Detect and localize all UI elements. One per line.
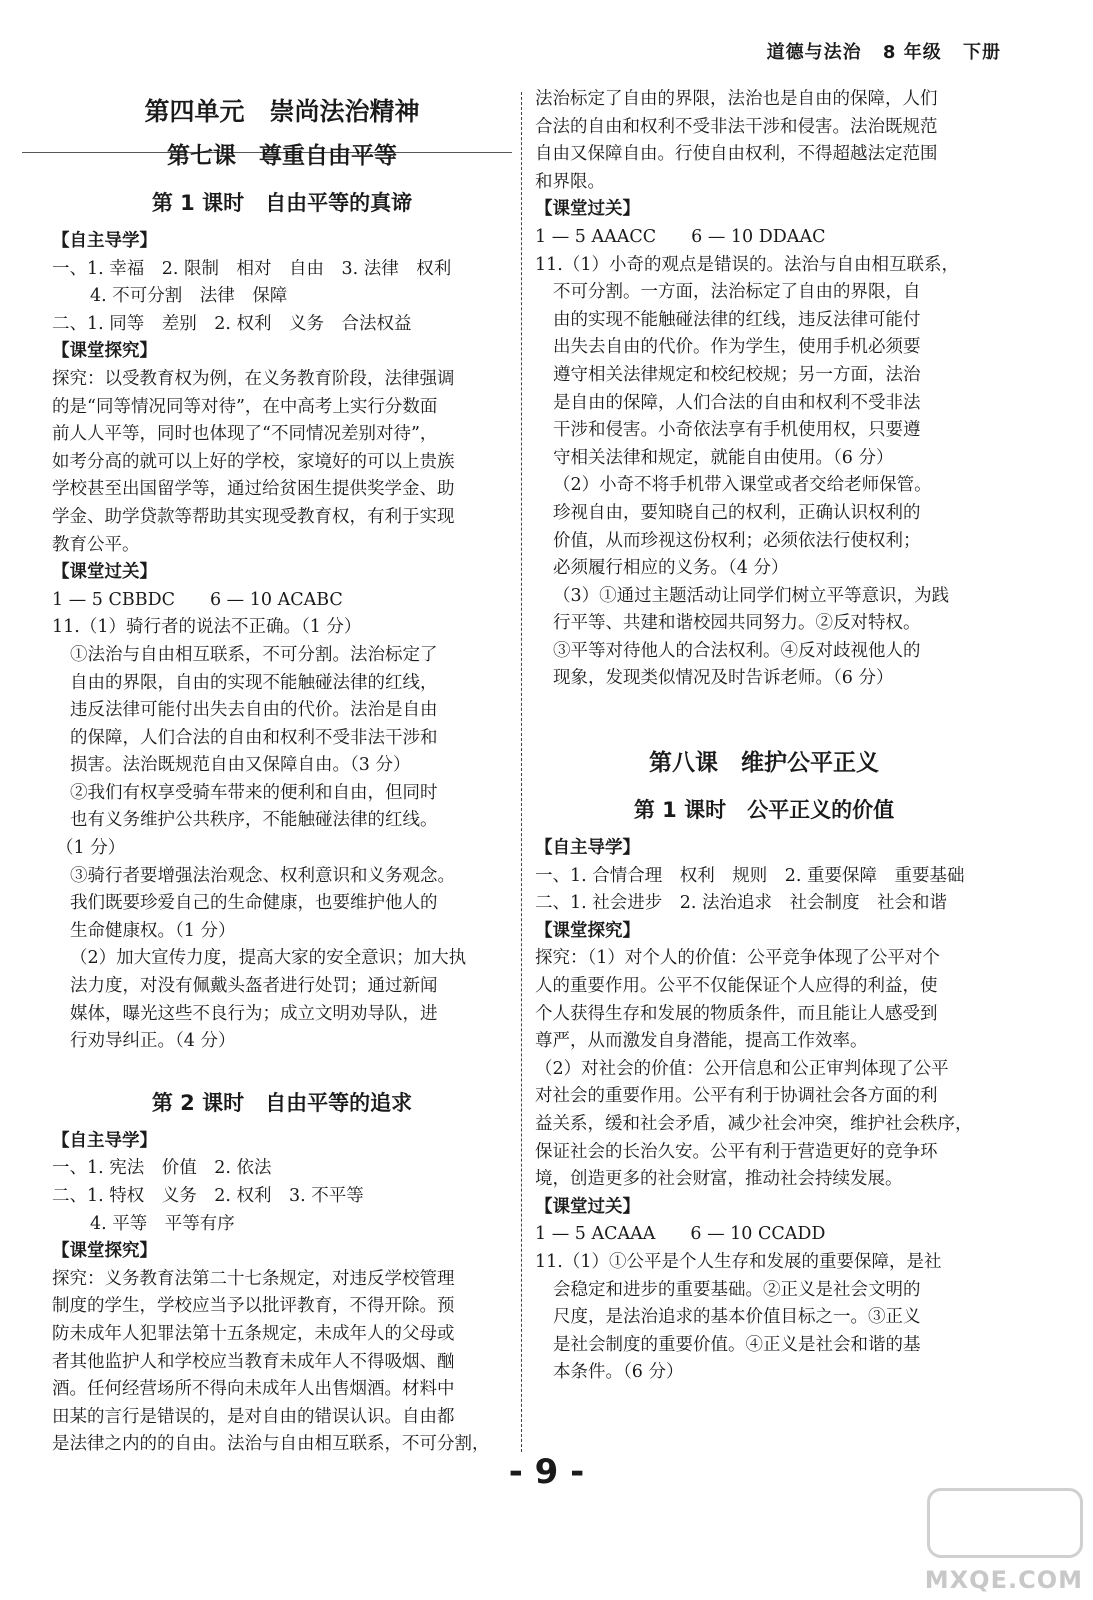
answer-line: 保证社会的长治久安。公平有利于营造更好的竞争环: [535, 1141, 938, 1162]
watermark: [925, 1488, 1083, 1594]
answer-line: 违反法律可能付出失去自由的代价。法治是自由: [70, 700, 438, 721]
answer-line: 二、1. 同等 差别 2. 权利 义务 合法权益: [52, 313, 412, 334]
answer-line: 一、1. 宪法 价值 2. 依法: [52, 1158, 272, 1179]
answer-line: 是社会制度的重要价值。④正义是社会和谐的基: [553, 1334, 921, 1355]
answer-line: 益关系，缓和社会矛盾，减少社会冲突，维护社会秩序，: [535, 1114, 973, 1134]
header-subject: 道德与法治: [766, 42, 862, 63]
answer-line: （3）①通过主题活动让同学们树立平等意识，为践: [553, 585, 950, 606]
lesson-8-title: 第八课 维护公平正义: [649, 750, 879, 777]
answer-line: （2）加大宣传力度，提高大家的安全意识；加大执: [70, 948, 467, 969]
answer-line: 珍视自由，要知晓自己的权利，正确认识权利的: [553, 502, 921, 523]
answer-line: ③平等对待他人的合法权利。④反对歧视他人的: [553, 640, 921, 661]
answer-line: 者其他监护人和学校应当教育未成年人不得吸烟、酗: [52, 1351, 455, 1372]
answer-line: 防未成年人犯罪法第十五条规定，未成年人的父母或: [52, 1323, 455, 1344]
answer-line: 对社会的重要作用。公平有利于协调社会各方面的利: [535, 1086, 938, 1107]
answer-line: （2）对社会的价值：公开信息和公正审判体现了公平: [535, 1058, 949, 1079]
answer-line: 遵守相关法律规定和校纪校规；另一方面，法治: [553, 364, 921, 385]
answer-line: 法治标定了自由的界限，法治也是自由的保障，人们: [535, 89, 938, 109]
section-ketang-tanjiu: 【课堂探究】: [535, 920, 640, 941]
answer-line: （1 分）: [56, 838, 126, 859]
answer-line: 由的实现不能触碰法律的红线，违反法律可能付: [553, 309, 921, 330]
answer-line: 干涉和侵害。小奇依法享有手机使用权，只要遵: [553, 420, 921, 441]
answer-line: 一、1. 幸福 2. 限制 相对 自由 3. 法律 权利: [52, 258, 452, 279]
answer-line: 本条件。（6 分）: [553, 1362, 684, 1383]
left-column: [52, 90, 512, 1459]
answer-line: 的保障，人们合法的自由和权利不受非法干涉和: [70, 727, 438, 748]
page-header: [753, 38, 1001, 64]
answer-line: 二、1. 社会进步 2. 法治追求 社会制度 社会和谐: [535, 893, 948, 914]
right-column: [535, 86, 993, 1387]
answer-line: 媒体，曝光这些不良行为；成立文明劝导队，进: [70, 1003, 438, 1024]
answer-line: 守相关法律和规定，就能自由使用。（6 分）: [553, 447, 894, 468]
answer-line: 出失去自由的代价。作为学生，使用手机必须要: [553, 337, 921, 358]
answer-line: 和界限。: [535, 171, 605, 192]
lesson-8-period-1-title: 第 1 课时 公平正义的价值: [633, 798, 895, 823]
answer-line: 探究：（1）对个人的价值：公平竞争体现了公平对个: [535, 948, 940, 969]
answer-line: 法力度，对没有佩戴头盔者进行处罚；通过新闻: [70, 976, 438, 997]
answer-line: 生命健康权。（1 分）: [70, 920, 236, 941]
answer-line: 11.（1）骑行者的说法不正确。（1 分）: [52, 617, 362, 638]
answer-line: 尊严，从而激发自身潜能，提高工作效率。: [535, 1031, 868, 1052]
section-ketang-guoguan: 【课堂过关】: [535, 1196, 640, 1217]
answer-line: 境，创造更多的社会财富，推动社会持续发展。: [535, 1169, 903, 1190]
answer-line: （2）小奇不将手机带入课堂或者交给老师保管。: [553, 475, 932, 496]
answer-line: 前人人平等，同时也体现了“不同情况差别对待”，: [52, 424, 438, 445]
answer-line: 教育公平。: [52, 534, 140, 555]
answer-line: 必须履行相应的义务。（4 分）: [553, 558, 789, 579]
answer-line: 4. 不可分割 法律 保障: [90, 286, 288, 307]
answer-line: 是法律之内的的自由。法治与自由相互联系，不可分割，: [52, 1434, 490, 1455]
column-divider: [521, 92, 522, 1452]
answer-line: 自由的界限，自由的实现不能触碰法律的红线，: [70, 672, 438, 693]
answer-line: 1 — 5 CBBDC 6 — 10 ACABC: [52, 589, 343, 610]
section-ketang-guoguan: 【课堂过关】: [52, 562, 157, 583]
answer-line: 探究：义务教育法第二十七条规定，对违反学校管理: [52, 1268, 455, 1289]
answer-line: 一、1. 合情合理 权利 规则 2. 重要保障 重要基础: [535, 865, 965, 886]
answer-line: 制度的学生，学校应当予以批评教育，不得开除。预: [52, 1296, 455, 1317]
answer-line: ②我们有权享受骑车带来的便利和自由，但同时: [70, 782, 438, 803]
answer-line: 11.（1）小奇的观点是错误的。法治与自由相互联系，: [535, 254, 959, 275]
answer-line: 1 — 5 AAACC 6 — 10 DDAAC: [535, 226, 826, 247]
answer-line: 二、1. 特权 义务 2. 权利 3. 不平等: [52, 1186, 364, 1206]
answer-line: 人的重要作用。公平不仅能保证个人应得的利益，使: [535, 976, 938, 997]
lesson-7-period-2-title: 第 2 课时 自由平等的追求: [151, 1090, 413, 1115]
answer-line: ①法治与自由相互联系，不可分割。法治标定了: [70, 644, 438, 665]
unit-title: 第四单元 崇尚法治精神: [144, 97, 420, 126]
section-ketang-guoguan: 【课堂过关】: [535, 199, 640, 220]
answer-line: 会稳定和进步的重要基础。②正义是社会文明的: [553, 1279, 921, 1300]
answer-line: 如考分高的就可以上好的学校，家境好的可以上贵族: [52, 451, 455, 472]
watermark-logo-icon: [927, 1488, 1083, 1558]
answer-line: 行劝导纠正。（4 分）: [70, 1031, 236, 1052]
answer-line: 自由又保障自由。行使自由权利，不得超越法定范围: [535, 144, 938, 165]
answer-line: 价值，从而珍视这份权利；必须依法行使权利；: [553, 530, 921, 551]
section-ketang-tanjiu: 【课堂探究】: [52, 1241, 157, 1262]
answer-line: 我们既要珍爱自己的生命健康，也要维护他人的: [70, 893, 438, 914]
answer-line: 探究：以受教育权为例，在义务教育阶段，法律强调: [52, 368, 455, 389]
section-zizhu-daoxue: 【自主导学】: [535, 838, 640, 859]
answer-line: 田某的言行是错误的，是对自由的错误认识。自由都: [52, 1406, 455, 1427]
page-number: - 9 -: [508, 1452, 585, 1492]
answer-line: 损害。法治既规范自由又保障自由。（3 分）: [70, 755, 411, 776]
lesson-7-title: 第七课 尊重自由平等: [167, 143, 397, 169]
answer-line: 不可分割。一方面，法治标定了自由的界限，自: [553, 282, 921, 303]
answer-line: 的是“同等情况同等对待”，在中高考上实行分数面: [52, 396, 438, 417]
watermark-text: MXQE.COM: [924, 1566, 1083, 1594]
answer-line: 学金、助学贷款等帮助其实现受教育权，有利于实现: [52, 506, 455, 527]
answer-line: 学校甚至出国留学等，通过给贫困生提供奖学金、助: [52, 479, 455, 500]
answer-line: 行平等、共建和谐校园共同努力。②反对特权。: [553, 613, 921, 634]
answer-line: 1 — 5 ACAAA 6 — 10 CCADD: [535, 1224, 826, 1245]
answer-line: 尺度，是法治追求的基本价值目标之一。③正义: [553, 1307, 921, 1328]
answer-line: ③骑行者要增强法治观念、权利意识和义务观念。: [70, 865, 455, 886]
section-zizhu-daoxue: 【自主导学】: [52, 1130, 157, 1151]
answer-line: 个人获得生存和发展的物质条件，而且能让人感受到: [535, 1003, 938, 1024]
answer-line: 4. 平等 平等有序: [90, 1213, 235, 1234]
answer-line: 也有义务维护公共秩序，不能触碰法律的红线。: [70, 810, 438, 831]
header-volume: 下册: [963, 42, 1001, 63]
answer-line: 11.（1）①公平是个人生存和发展的重要保障，是社: [535, 1251, 942, 1272]
answer-line: 合法的自由和权利不受非法干涉和侵害。法治既规范: [535, 116, 938, 137]
answer-line: 酒。任何经营场所不得向未成年人出售烟酒。材料中: [52, 1379, 455, 1400]
lesson-7-period-1-title: 第 1 课时 自由平等的真谛: [151, 191, 413, 215]
section-zizhu-daoxue: 【自主导学】: [52, 231, 157, 251]
header-grade: 8 年级: [882, 42, 942, 63]
answer-line: 是自由的保障，人们合法的自由和权利不受非法: [553, 392, 921, 413]
answer-line: 现象，发现类似情况及时告诉老师。（6 分）: [553, 668, 894, 689]
section-ketang-tanjiu: 【课堂探究】: [52, 341, 157, 362]
